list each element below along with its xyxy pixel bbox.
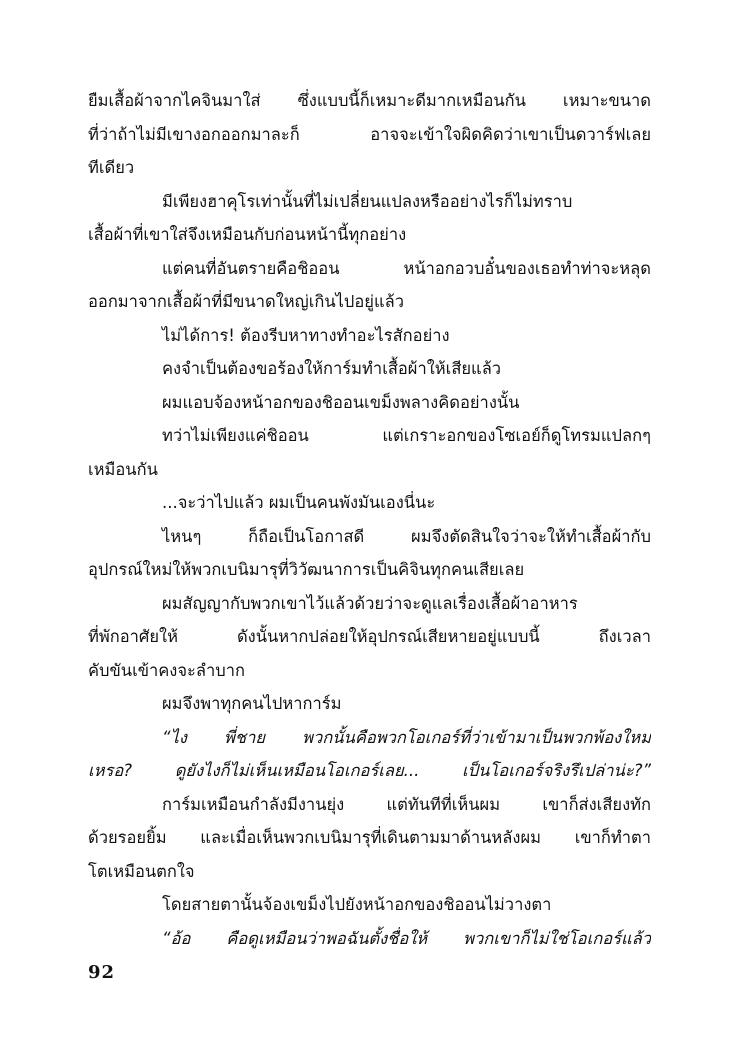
text-line: ยืมเสื้อผ้าจากไคจินมาใส่ ซึ่งแบบนี้ก็เหมาะดีมากเหมือนกัน เหมาะขนาด: [88, 91, 651, 110]
text-line: ที่พักอาศัยให้ ดังนั้นหากปล่อยให้อุปกรณ์เสียหายอยู่แบบนี้ ถึงเวลา: [88, 627, 651, 646]
text-line: “อ้อ คือดูเหมือนว่าพอฉันตั้งชื่อให้ พวกเขาก็ไม่ใช่โอเกอร์แล้ว: [162, 928, 651, 948]
text-line: ไหนๆ ก็ถือเป็นโอกาสดี ผมจึงตัดสินใจว่าจะให้ทำเสื้อผ้ากับ: [162, 526, 651, 546]
text-line: เสื้อผ้าที่เขาใส่จึงเหมือนกับก่อนหน้านี้ทุกอย่าง: [88, 225, 407, 244]
text-line: เหมือนกัน: [88, 459, 158, 479]
text-line: ทว่าไม่เพียงแค่ชิออน แต่เกราะอกของโซเอย์ก็ดูโทรมแปลกๆ: [162, 426, 651, 445]
text-line: ออกมาจากเสื้อผ้าที่มีขนาดใหญ่เกินไปอยู่แล้ว: [88, 292, 404, 311]
text-line: ที่ว่าถ้าไม่มีเขางอกออกมาละก็ อาจจะเข้าใจผิดคิดว่าเขาเป็นดวาร์ฟเลย: [88, 124, 651, 144]
text-line: โตเหมือนตกใจ: [88, 861, 195, 881]
text-line: มีเพียงฮาคุโรเท่านั้นที่ไม่เปลี่ยนแปลงหรืออย่างไรก็ไม่ทราบ: [162, 191, 573, 211]
text-line: ผมจึงพาทุกคนไปหาการ์ม: [162, 694, 342, 713]
text-line: ไม่ได้การ! ต้องรีบหาทางทำอะไรสักอย่าง: [162, 325, 450, 345]
text-line: โดยสายตานั้นจ้องเขม็งไปยังหน้าอกของชิออนไม่วางตา: [162, 895, 552, 914]
text-line: ทีเดียว: [88, 158, 135, 177]
text-line: แต่คนที่อันตรายคือชิออน หน้าอกอวบอั๋นของเธอทำท่าจะหลุด: [162, 258, 651, 278]
text-line: คงจำเป็นต้องขอร้องให้การ์มทำเสื้อผ้าให้เสียแล้ว: [162, 359, 502, 378]
text-line: ด้วยรอยยิ้ม และเมื่อเห็นพวกเบนิมารุที่เดินตามมาด้านหลังผม เขาก็ทำตา: [88, 828, 651, 847]
text-line: การ์มเหมือนกำลังมีงานยุ่ง แต่ทันทีที่เห็นผม เขาก็ส่งเสียงทัก: [162, 794, 651, 814]
text-line: ...จะว่าไปแล้ว ผมเป็นคนพังมันเองนี่นะ: [162, 493, 436, 512]
text-line: ผมแอบจ้องหน้าอกของชิออนเขม็งพลางคิดอย่างนั้น: [162, 392, 520, 412]
body-text: [88, 84, 651, 955]
text-line: อุปกรณ์ใหม่ให้พวกเบนิมารุที่วิวัฒนาการเป็นคิจินทุกคนเสียเลย: [88, 560, 525, 579]
text-line: “ไง พี่ชาย พวกนั้นคือพวกโอเกอร์ที่ว่าเข้ามาเป็นพวกพ้องใหม่: [162, 727, 651, 747]
text-line: ผมสัญญากับพวกเขาไว้แล้วด้วยว่าจะดูแลเรื่องเสื้อผ้าอาหาร: [162, 593, 578, 613]
text-line: เหรอ? ดูยังไงก็ไม่เห็นเหมือนโอเกอร์เลย... เป็นโอเกอร์จริงรึเปล่าน่ะ?”: [88, 761, 651, 780]
page-number: 92: [88, 962, 116, 983]
text-line: คับขันเข้าคงจะลำบาก: [88, 660, 245, 680]
